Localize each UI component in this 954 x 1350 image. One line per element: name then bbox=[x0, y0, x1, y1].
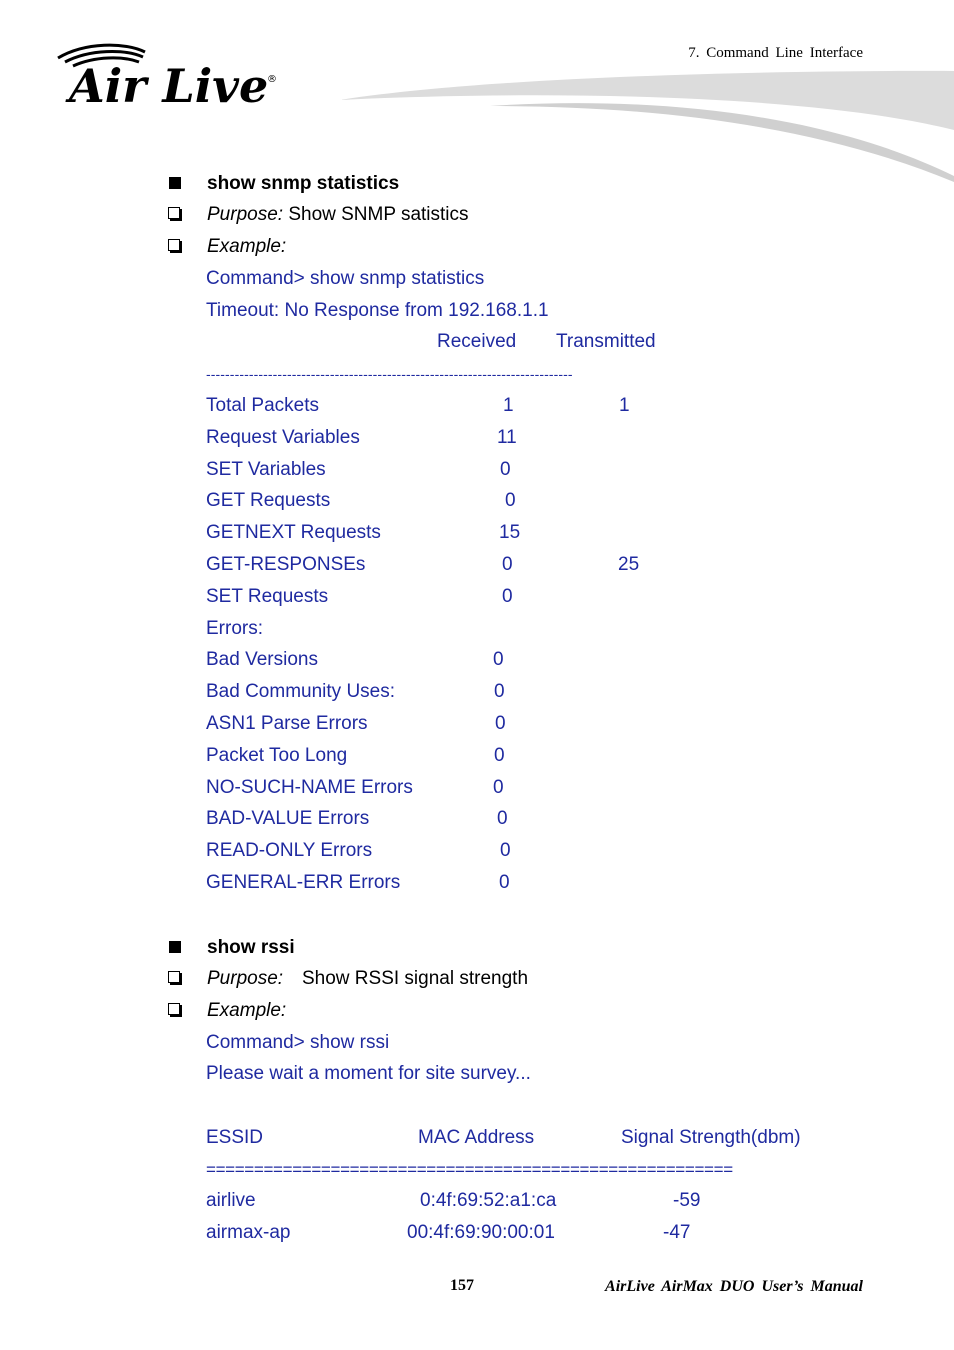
snmp-row-label: GENERAL-ERR Errors bbox=[206, 872, 401, 893]
snmp-row-received: 15 bbox=[499, 522, 521, 544]
header-swoosh bbox=[340, 66, 954, 182]
chapter-title: 7. Command Line Interface bbox=[688, 45, 863, 61]
bullet-square-icon bbox=[169, 941, 181, 953]
snmp-row-received: 0 bbox=[494, 681, 505, 703]
snmp-row-label: Packet Too Long bbox=[206, 744, 348, 766]
bullet-square-icon bbox=[169, 177, 181, 189]
snmp-row-received: 0 bbox=[500, 458, 511, 480]
checkbox-bullet-icon bbox=[168, 239, 180, 251]
rssi-signal-0: -59 bbox=[673, 1190, 701, 1211]
snmp-row-received: 0 bbox=[499, 872, 510, 893]
section-heading-snmp: show snmp statistics bbox=[207, 173, 400, 194]
snmp-row-label: BAD-VALUE Errors bbox=[206, 808, 370, 830]
rssi-mac-1: 00:4f:69:90:00:01 bbox=[407, 1222, 555, 1243]
snmp-row-transmitted: 1 bbox=[619, 395, 630, 416]
rssi-separator: ======================================================= bbox=[206, 1160, 733, 1179]
snmp-row-received: 0 bbox=[495, 713, 506, 734]
snmp-timeout: Timeout: No Response from 192.168.1.1 bbox=[206, 300, 549, 321]
snmp-row-label: SET Variables bbox=[206, 458, 326, 480]
snmp-row-transmitted: 25 bbox=[618, 554, 640, 575]
snmp-row-received: 0 bbox=[497, 808, 508, 830]
example-label: Example: bbox=[207, 1000, 287, 1021]
snmp-row-label: READ-ONLY Errors bbox=[206, 840, 373, 862]
manual-title: AirLive AirMax DUO User’s Manual bbox=[605, 1278, 863, 1295]
snmp-separator: ----------------------------------------------------------------------------- bbox=[206, 366, 573, 382]
checkbox-bullet-icon bbox=[168, 1003, 180, 1015]
snmp-row-received: 0 bbox=[505, 490, 516, 512]
snmp-row-received: 0 bbox=[500, 840, 511, 862]
snmp-row-label: Total Packets bbox=[206, 395, 319, 416]
snmp-row-label: Bad Versions bbox=[206, 649, 318, 671]
snmp-row-label: GET-RESPONSEs bbox=[206, 554, 366, 575]
snmp-row-label: ASN1 Parse Errors bbox=[206, 713, 368, 734]
snmp-row-received: 0 bbox=[502, 554, 513, 575]
col-signal: Signal Strength(dbm) bbox=[621, 1127, 801, 1148]
purpose-label: Purpose: bbox=[207, 968, 284, 989]
purpose-line bbox=[207, 204, 469, 226]
svg-text:®: ® bbox=[267, 74, 277, 85]
rssi-command: Command> show rssi bbox=[206, 1032, 390, 1053]
snmp-row-received: 0 bbox=[493, 649, 504, 671]
snmp-row-label: GET Requests bbox=[206, 490, 331, 512]
rssi-essid-0: airlive bbox=[206, 1190, 256, 1211]
snmp-row-label: Bad Community Uses: bbox=[206, 681, 396, 703]
snmp-row-label: NO-SUCH-NAME Errors bbox=[206, 776, 413, 798]
svg-text:Air Live: Air Live bbox=[69, 59, 269, 110]
checkbox-bullet-icon bbox=[168, 207, 180, 219]
snmp-row-received: 11 bbox=[497, 426, 517, 448]
snmp-row-label: GETNEXT Requests bbox=[206, 522, 381, 544]
rssi-wait: Please wait a moment for site survey... bbox=[206, 1063, 531, 1084]
snmp-row-received: 0 bbox=[493, 776, 504, 798]
col-received: Received bbox=[437, 331, 517, 352]
snmp-command: Command> show snmp statistics bbox=[206, 268, 485, 289]
snmp-row-label: Errors: bbox=[206, 617, 263, 639]
section-heading-rssi: show rssi bbox=[207, 937, 295, 958]
col-essid: ESSID bbox=[206, 1127, 264, 1148]
col-transmitted: Transmitted bbox=[556, 331, 656, 352]
snmp-row-label: Request Variables bbox=[206, 426, 360, 448]
rssi-essid-1: airmax-ap bbox=[206, 1222, 291, 1243]
purpose-label: Purpose: bbox=[207, 204, 284, 225]
purpose-text: Show RSSI signal strength bbox=[302, 968, 529, 989]
airlive-logo bbox=[55, 40, 285, 110]
snmp-row-received: 0 bbox=[494, 744, 505, 766]
rssi-signal-1: -47 bbox=[663, 1222, 691, 1243]
snmp-row-received: 1 bbox=[503, 395, 514, 416]
example-label: Example: bbox=[207, 236, 287, 257]
col-mac: MAC Address bbox=[418, 1127, 535, 1148]
page-number: 157 bbox=[450, 1277, 474, 1294]
snmp-row-received: 0 bbox=[502, 585, 513, 607]
rssi-mac-0: 0:4f:69:52:a1:ca bbox=[420, 1190, 557, 1211]
checkbox-bullet-icon bbox=[168, 971, 180, 983]
purpose-text: Show SNMP satistics bbox=[283, 204, 469, 225]
snmp-row-label: SET Requests bbox=[206, 585, 329, 607]
